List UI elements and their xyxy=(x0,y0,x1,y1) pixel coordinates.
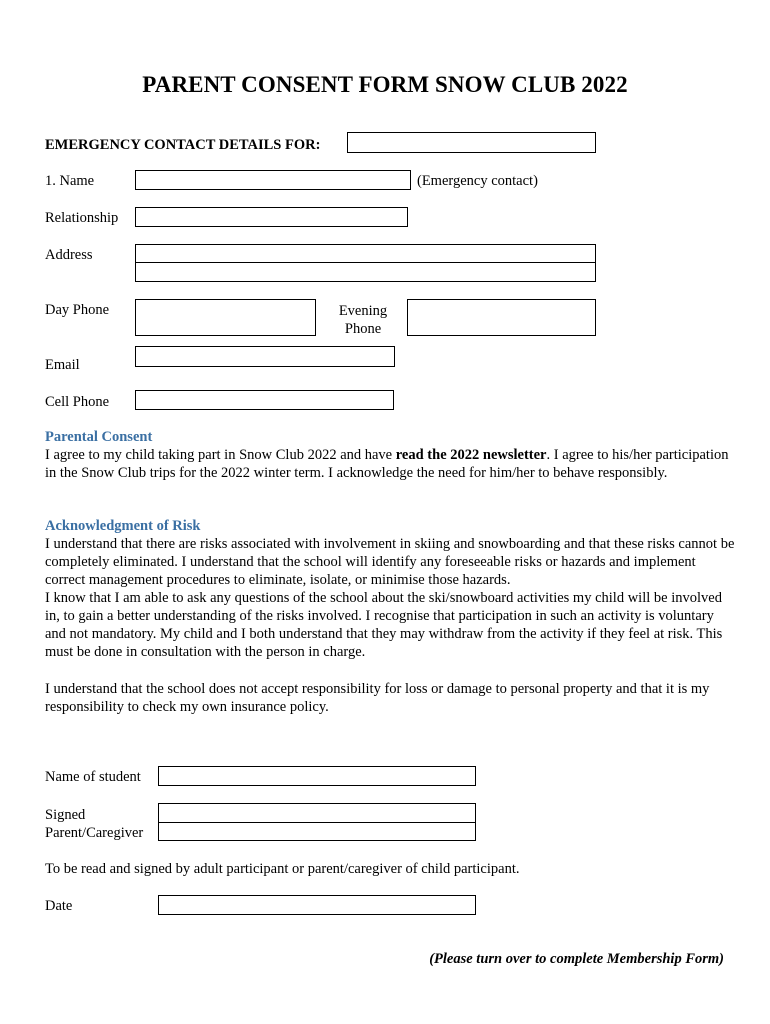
turn-over-note: (Please turn over to complete Membership Form) xyxy=(429,951,724,967)
signature-line2-field[interactable] xyxy=(158,822,476,841)
date-field[interactable] xyxy=(158,895,476,915)
relationship-label: Relationship xyxy=(45,210,119,226)
address-line2-field[interactable] xyxy=(135,262,596,282)
cell-phone-field[interactable] xyxy=(135,390,394,410)
student-name-label: Name of student xyxy=(45,769,141,785)
signed-label-line1: Signed xyxy=(45,807,86,823)
acknowledgment-text xyxy=(45,535,735,661)
acknowledgment-paragraph-2: I know that I am able to ask any questions of the school about the ski/snowboard activities my child will be involved in, to gain a better understanding of the risks involved. I recognise that participation in such an activity is voluntary and not mandatory. My child and I both understand that they may withdraw from the activity if they feel at risk. This must be done in consultation with the person in charge. xyxy=(45,590,723,660)
address-line1-field[interactable] xyxy=(135,244,596,263)
signed-label xyxy=(45,806,143,842)
signature-line1-field[interactable] xyxy=(158,803,476,823)
emergency-contact-label: EMERGENCY CONTACT DETAILS FOR: xyxy=(45,137,321,153)
consent-text-end: . I agree to his/her participation in the Snow Club trips for the 2022 winter term. I acknowledge the need for him/her to behave responsibly. xyxy=(45,447,729,481)
consent-text-start: I agree to my child taking part in Snow Club 2022 and have xyxy=(45,447,396,463)
signing-instruction: To be read and signed by adult participant or parent/caregiver of child participant. xyxy=(45,861,520,877)
name-label: 1. Name xyxy=(45,173,95,189)
responsibility-text: I understand that the school does not accept responsibility for loss or damage to personal property and that it is my responsibility to check my own insurance policy. xyxy=(45,681,710,715)
evening-phone-label-line2: Phone xyxy=(344,321,382,337)
email-field[interactable] xyxy=(135,346,395,367)
emergency-contact-note: (Emergency contact) xyxy=(417,173,538,189)
parental-consent-text xyxy=(45,446,735,482)
day-phone-field[interactable] xyxy=(135,299,316,336)
consent-newsletter-text: read the 2022 newsletter xyxy=(395,447,547,463)
evening-phone-field[interactable] xyxy=(407,299,596,336)
address-label: Address xyxy=(45,247,93,263)
cell-phone-label: Cell Phone xyxy=(45,394,110,410)
page-title: PARENT CONSENT FORM SNOW CLUB 2022 xyxy=(142,72,628,97)
parental-consent-heading: Parental Consent xyxy=(45,429,153,445)
acknowledgment-heading: Acknowledgment of Risk xyxy=(45,518,201,534)
email-label: Email xyxy=(45,357,80,373)
relationship-field[interactable] xyxy=(135,207,408,227)
evening-phone-label-line1: Evening xyxy=(338,303,388,319)
evening-phone-label xyxy=(332,302,394,338)
day-phone-label: Day Phone xyxy=(45,302,110,318)
acknowledgment-paragraph-1: I understand that there are risks associated with involvement in skiing and snowboarding and that these risks cannot be completely eliminated. I understand that the school will identify any foreseeable risks or hazards and implement correct management procedures to eliminate, isolate, or minimise those hazards. xyxy=(45,536,735,588)
date-label: Date xyxy=(45,898,73,914)
emergency-contact-for-field[interactable] xyxy=(347,132,596,153)
student-name-field[interactable] xyxy=(158,766,476,786)
signed-label-line2: Parent/Caregiver xyxy=(45,825,144,841)
emergency-name-field[interactable] xyxy=(135,170,411,190)
